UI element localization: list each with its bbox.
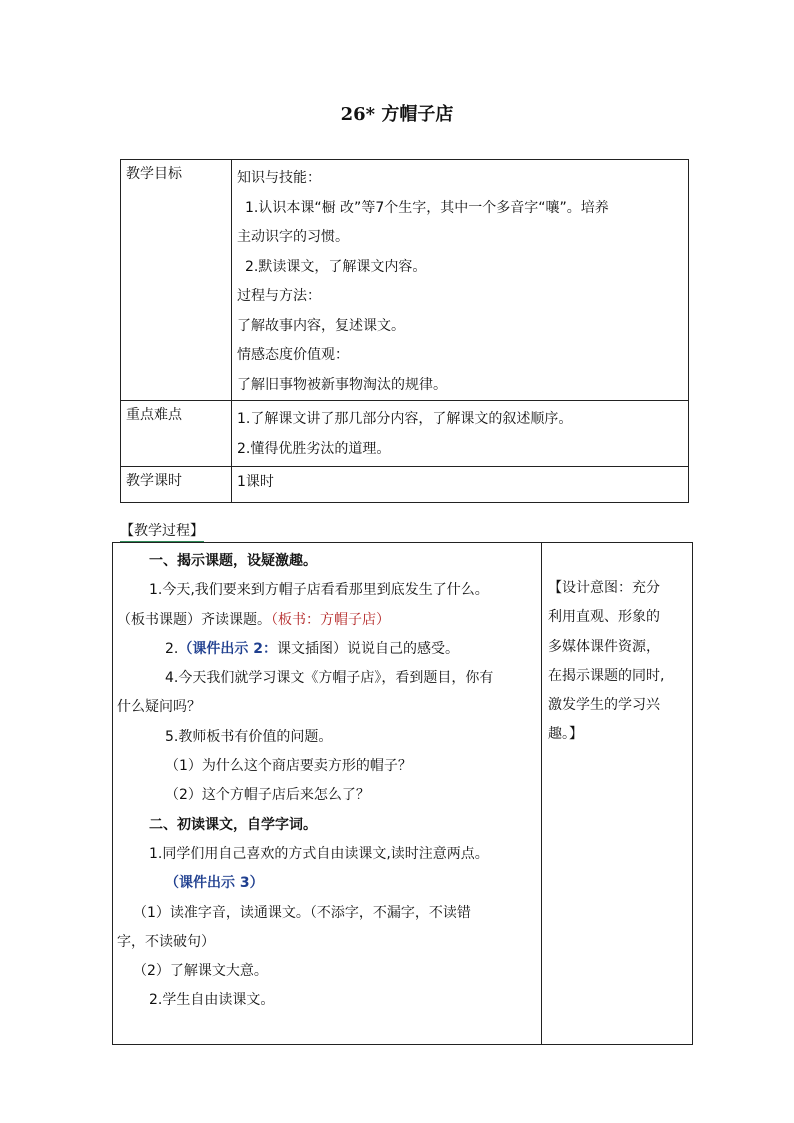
key-points-content xyxy=(232,401,689,467)
process-line: （2）了解课文大意。 xyxy=(133,963,268,980)
goals-line: 2.默读课文，了解课文内容。 xyxy=(245,258,427,275)
process-text: 2. xyxy=(165,640,179,657)
goals-line: 1.认识本课“橱 改”等7个生字，其中一个多音字“嚷”。培养 xyxy=(245,199,609,216)
process-line xyxy=(117,869,537,898)
process-text: 课文插图）说说自己的感受。 xyxy=(276,640,459,657)
process-line xyxy=(117,606,537,635)
design-note xyxy=(542,543,693,1045)
process-line: 2.学生自由读课文。 xyxy=(149,992,275,1009)
table-row xyxy=(121,401,689,467)
design-note-line: 趣。】 xyxy=(548,726,583,743)
table-row xyxy=(113,543,693,1045)
process-line: 4.今天我们就学习课文《方帽子店》，看到题目，你有 xyxy=(165,670,494,687)
goals-line: 情感态度价值观： xyxy=(237,347,349,363)
goals-content xyxy=(232,160,689,401)
design-note-line: 在揭示课题的同时, xyxy=(548,667,665,684)
class-hours-content xyxy=(232,467,689,503)
table-row xyxy=(121,467,689,503)
class-hours-value: 1课时 xyxy=(237,474,274,490)
class-hours-label: 教学课时 xyxy=(121,467,232,503)
process-line: （2）这个方帽子店后来怎么了？ xyxy=(165,787,370,804)
process-table xyxy=(112,542,693,1045)
process-content xyxy=(113,543,542,1045)
process-line: 什么疑问吗？ xyxy=(117,699,201,716)
goals-line: 主动识字的习惯。 xyxy=(237,229,349,245)
objectives-table xyxy=(120,159,689,503)
key-point-line: 2.懂得优胜劣汰的道理。 xyxy=(237,440,391,457)
process-line: （1）为什么这个商店要卖方形的帽子？ xyxy=(165,758,412,775)
section-heading: 一、揭示课题，设疑激趣。 xyxy=(149,553,317,569)
design-note-line: 【设计意图：充分 xyxy=(548,580,660,596)
process-line xyxy=(117,635,537,664)
lesson-title: 26* 方帽子店 xyxy=(340,104,454,125)
goals-label: 教学目标 xyxy=(121,160,232,401)
board-note: （板书：方帽子店） xyxy=(271,611,390,628)
goals-line: 了解故事内容，复述课文。 xyxy=(237,317,405,334)
key-points-label: 重点难点 xyxy=(121,401,232,467)
goals-line: 了解旧事物被新事物淘汰的规律。 xyxy=(237,376,447,393)
table-row xyxy=(121,160,689,401)
process-heading: 【教学过程】 xyxy=(120,522,204,543)
process-line: 字，不读破句） xyxy=(117,933,215,950)
design-note-line: 激发学生的学习兴 xyxy=(548,697,660,714)
courseware-note: （课件出示 2： xyxy=(178,640,277,657)
goals-line: 知识与技能： xyxy=(237,170,321,186)
process-line: 1.同学们用自己喜欢的方式自由读课文,读时注意两点。 xyxy=(149,845,489,862)
process-line: （1）读准字音，读通课文。（不添字，不漏字，不读错 xyxy=(133,904,471,921)
process-line: 5.教师板书有价值的问题。 xyxy=(165,728,333,745)
section-heading: 二、初读课文，自学字词。 xyxy=(149,816,317,833)
key-point-line: 1.了解课文讲了那几部分内容，了解课文的叙述顺序。 xyxy=(237,411,573,427)
goals-line: 过程与方法： xyxy=(237,288,321,304)
courseware-note: （课件出示 3） xyxy=(165,875,264,892)
process-text: （板书课题）齐读课题。 xyxy=(117,611,271,628)
design-note-line: 多媒体课件资源， xyxy=(548,638,660,655)
design-note-line: 利用直观、形象的 xyxy=(548,609,660,626)
process-line: 1.今天,我们要来到方帽子店看看那里到底发生了什么。 xyxy=(149,582,489,599)
